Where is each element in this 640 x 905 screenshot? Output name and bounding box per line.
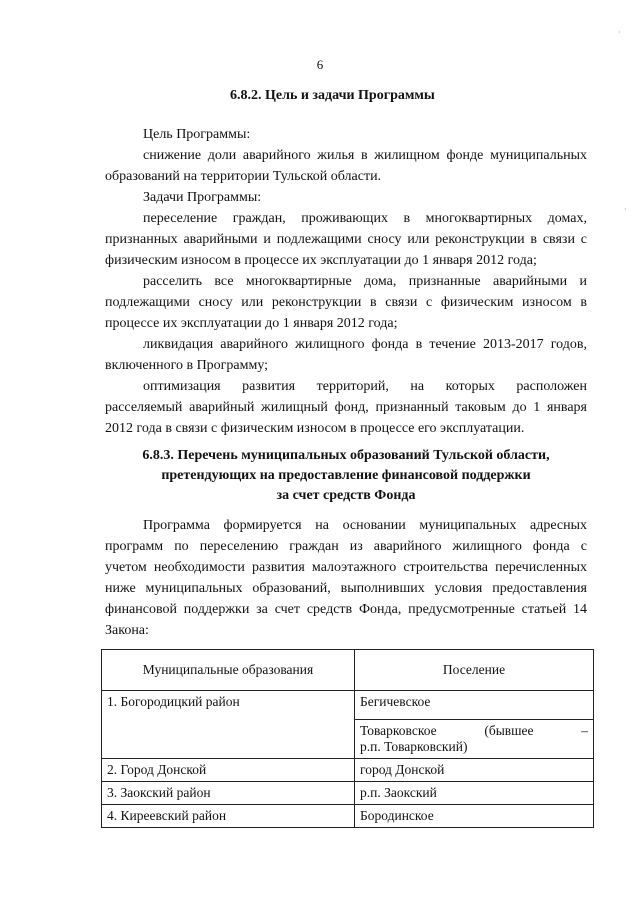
paragraph-line: финансовой поддержки за счет средств Фонда, предусмотренные статьей 14: [105, 602, 587, 617]
table-cell-municipality: 3. Заокский район: [102, 782, 355, 805]
table-cell-settlement: [355, 720, 594, 759]
section-683-heading-line: претендующих на предоставление финансовой поддержки: [161, 468, 531, 483]
settlement-line: р.п. Товарковский): [360, 739, 468, 754]
paragraph-line: учетом необходимости развития малоэтажного строительства перечисленных: [105, 560, 587, 575]
tasks-label: Задачи Программы:: [143, 190, 262, 205]
settlement-line: Товарковское (бывшее –: [360, 723, 588, 738]
section-682-body: [105, 124, 587, 439]
table-cell-settlement: Бородинское: [355, 805, 594, 828]
task-line: процессе их эксплуатации до 1 января 2012 года;: [105, 316, 398, 331]
table-header-municipality: Муниципальные образования: [102, 650, 355, 691]
scan-artifact-icon: ·: [618, 28, 621, 37]
table-header-settlement: Поселение: [355, 650, 594, 691]
task-line: подлежащими сносу или реконструкции в связи с физическим износом в: [105, 295, 587, 310]
paragraph-line: программ по переселению граждан из аварийного жилищного фонда с: [105, 539, 587, 554]
paragraph-line: Закона:: [105, 623, 149, 638]
section-683-paragraph: [105, 515, 587, 641]
table-header-row: [102, 650, 594, 691]
table-row: [102, 759, 594, 782]
table-cell-municipality: 1. Богородицкий район: [102, 691, 355, 759]
task-line: ликвидация аварийного жилищного фонда в течение 2013-2017 годов,: [143, 337, 587, 352]
task-line: включенного в Программу;: [105, 358, 269, 373]
scan-artifact-icon: ·: [624, 205, 627, 214]
table-cell-municipality: 2. Город Донской: [102, 759, 355, 782]
task-line: признанных аварийными и подлежащими сносу или реконструкции в связи с: [105, 232, 587, 247]
goal-label: Цель Программы:: [143, 127, 251, 142]
section-683-heading: [105, 446, 587, 506]
goal-text-line: снижение доли аварийного жилья в жилищном фонде муниципальных: [143, 148, 587, 163]
section-683-heading-line: 6.8.3. Перечень муниципальных образований Тульской области,: [142, 448, 550, 463]
task-line: физическим износом в процессе их эксплуатации до 1 января 2012 года;: [105, 253, 537, 268]
task-line: оптимизация развития территорий, на которых расположен: [143, 379, 587, 394]
section-682-heading: 6.8.2. Цель и задачи Программы: [230, 88, 435, 103]
municipalities-table: [101, 649, 594, 828]
table-row: [102, 691, 594, 720]
page-number: 6: [316, 57, 324, 72]
table-cell-settlement: город Донской: [355, 759, 594, 782]
table-cell-municipality: 4. Киреевский район: [102, 805, 355, 828]
section-683-heading-line: за счет средств Фонда: [276, 488, 416, 503]
paragraph-line: Программа формируется на основании муниципальных адресных: [143, 518, 587, 533]
table-cell-settlement: р.п. Заокский: [355, 782, 594, 805]
task-line: 2012 года в связи с физическим износом в процессе его эксплуатации.: [105, 421, 525, 436]
table-cell-settlement: Бегичевское: [355, 691, 594, 720]
task-line: расселить все многоквартирные дома, признанные аварийными и: [143, 274, 587, 289]
task-line: расселяемый аварийный жилищный фонд, признанный таковым до 1 января: [105, 400, 587, 415]
paragraph-line: ниже муниципальных образований, выполнивших условия предоставления: [105, 581, 587, 596]
goal-text-line: образований на территории Тульской области.: [105, 169, 382, 184]
task-line: переселение граждан, проживающих в многоквартирных домах,: [143, 211, 587, 226]
table-row: [102, 782, 594, 805]
table-row: [102, 805, 594, 828]
